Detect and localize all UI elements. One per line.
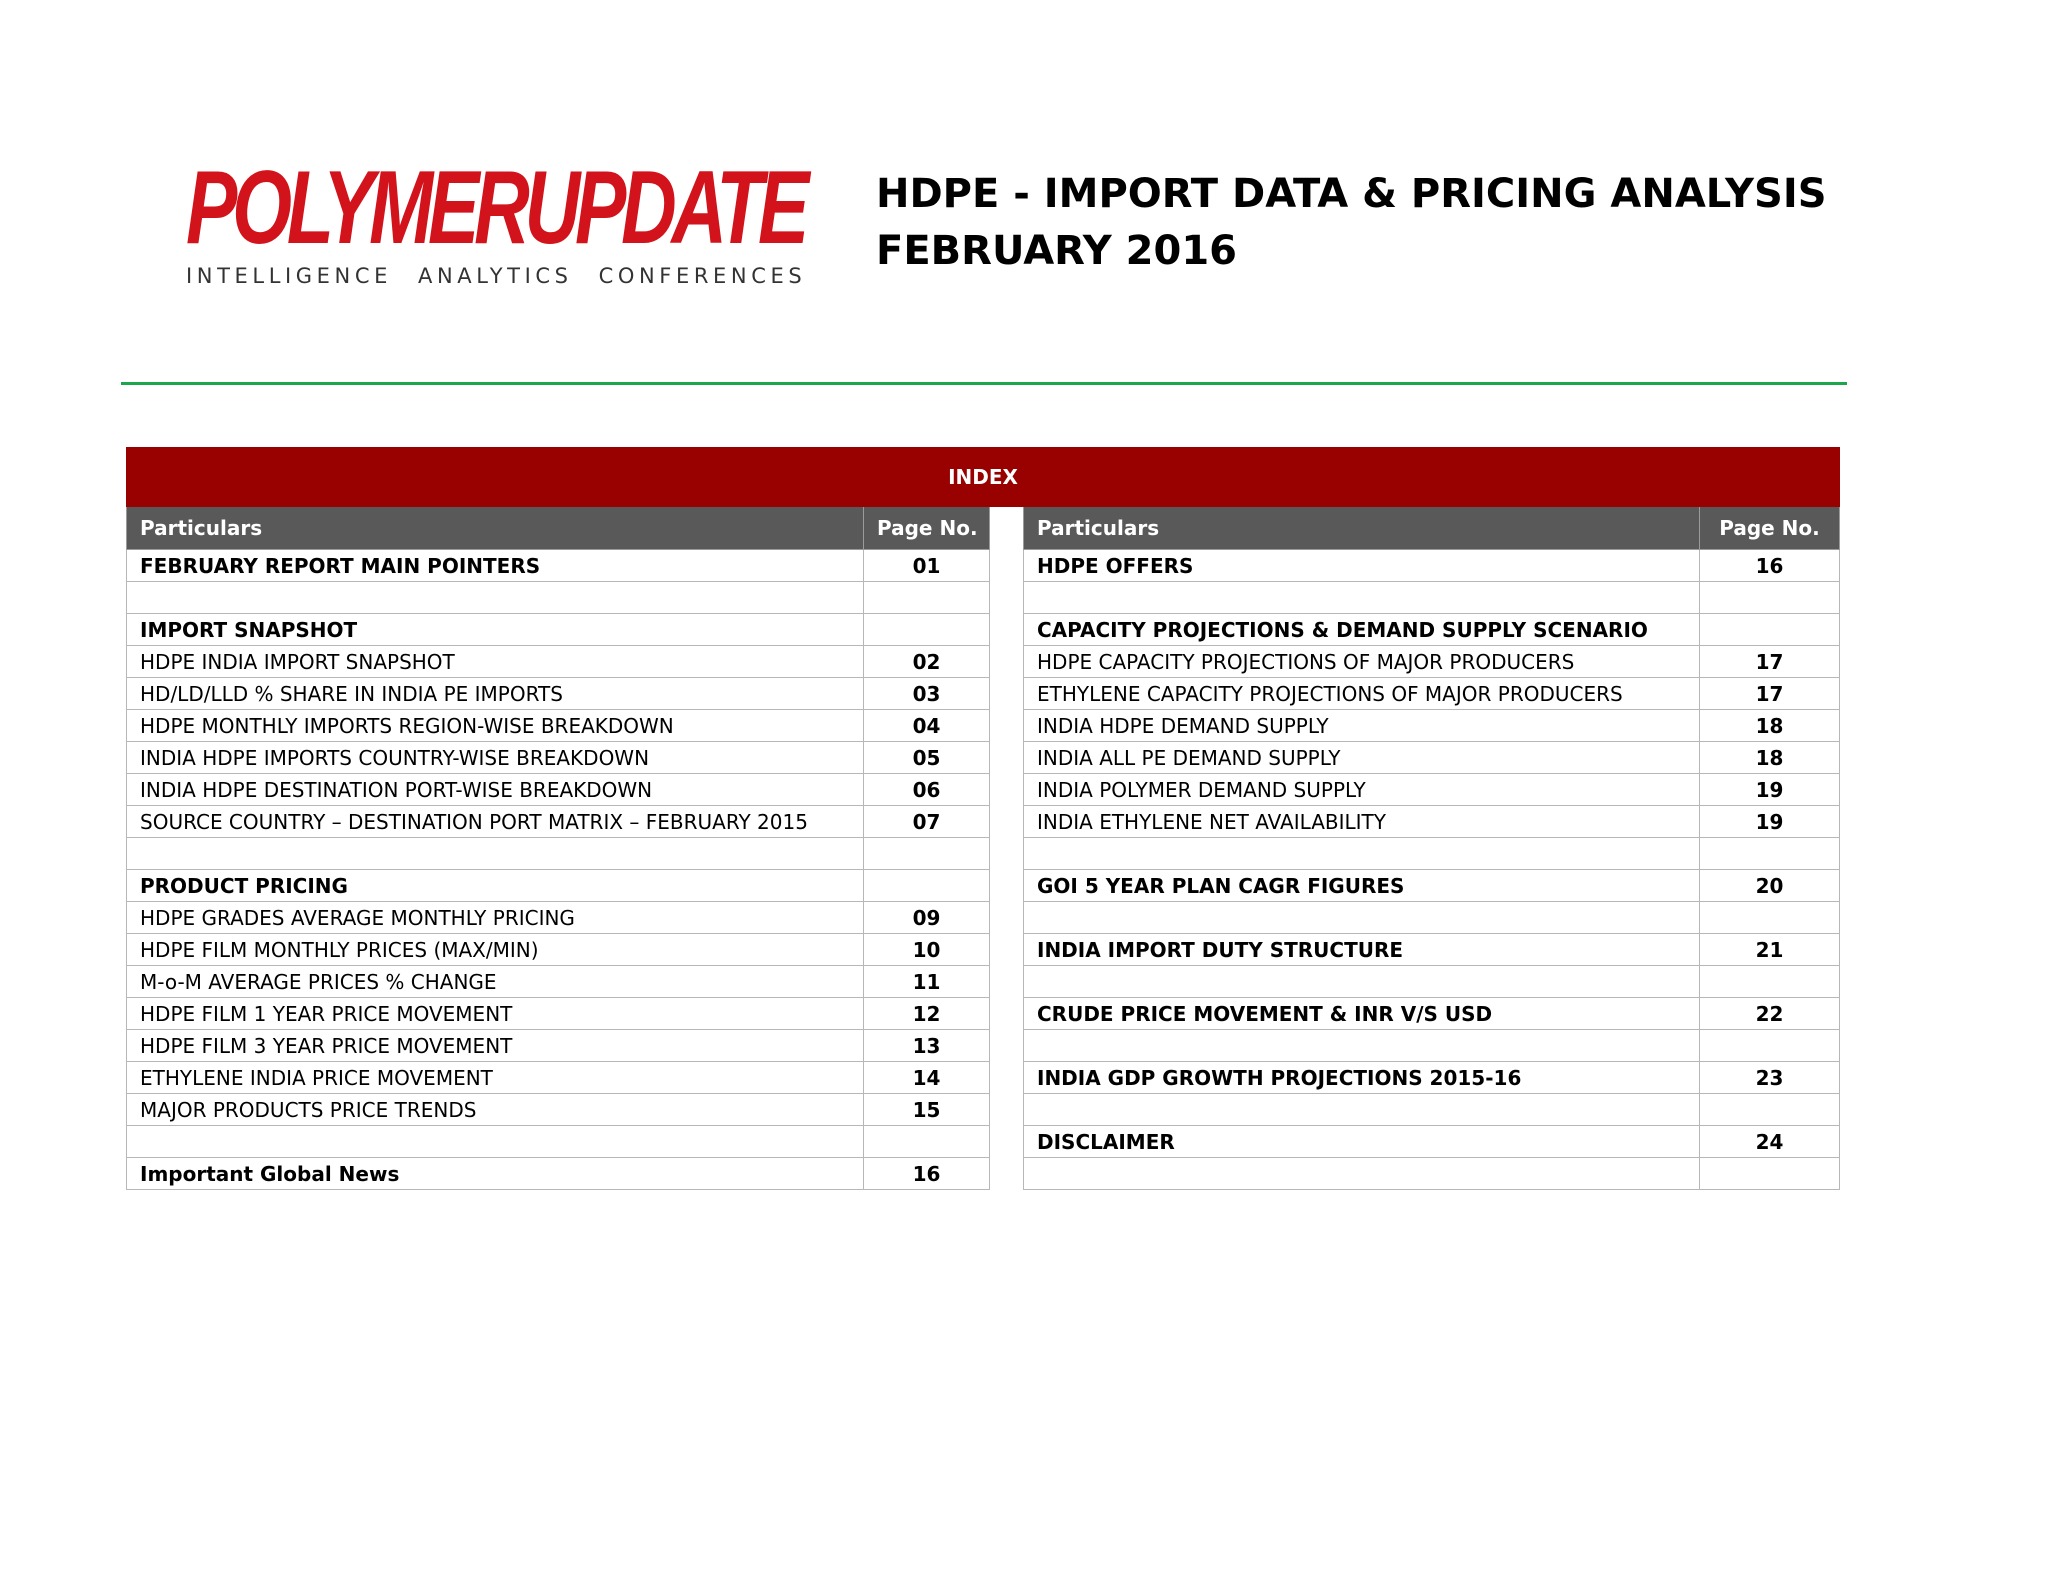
left-particular: M-o-M AVERAGE PRICES % CHANGE [127, 966, 864, 998]
left-particular [127, 1126, 864, 1158]
index-row [127, 1094, 1840, 1126]
left-particular [127, 582, 864, 614]
right-particular: INDIA HDPE DEMAND SUPPLY [1024, 710, 1700, 742]
column-gap [990, 838, 1024, 870]
right-particular: INDIA GDP GROWTH PROJECTIONS 2015-16 [1024, 1062, 1700, 1094]
right-page-number: 16 [1700, 550, 1840, 582]
right-particular: HDPE CAPACITY PROJECTIONS OF MAJOR PRODUCERS [1024, 646, 1700, 678]
right-particular: ETHYLENE CAPACITY PROJECTIONS OF MAJOR PRODUCERS [1024, 678, 1700, 710]
right-particular: HDPE OFFERS [1024, 550, 1700, 582]
right-page-number: 18 [1700, 710, 1840, 742]
column-gap [990, 742, 1024, 774]
right-particular [1024, 966, 1700, 998]
right-page-number: 17 [1700, 678, 1840, 710]
right-particular [1024, 1094, 1700, 1126]
polymerupdate-logo [186, 150, 807, 288]
logo-tagline-analytics: ANALYTICS [417, 264, 573, 288]
right-particular: INDIA IMPORT DUTY STRUCTURE [1024, 934, 1700, 966]
right-page-number: 17 [1700, 646, 1840, 678]
logo-tagline-conferences: CONFERENCES [598, 264, 807, 288]
right-page-header: Page No. [1700, 507, 1840, 550]
right-particular: INDIA ALL PE DEMAND SUPPLY [1024, 742, 1700, 774]
column-gap [990, 710, 1024, 742]
index-row [127, 966, 1840, 998]
index-table [126, 447, 1840, 1190]
column-gap [990, 1094, 1024, 1126]
column-gap [990, 614, 1024, 646]
index-row [127, 902, 1840, 934]
left-page-number [864, 614, 990, 646]
left-page-number: 16 [864, 1158, 990, 1190]
left-particular: SOURCE COUNTRY – DESTINATION PORT MATRIX – FEBRUARY 2015 [127, 806, 864, 838]
index-row [127, 646, 1840, 678]
index-heading: INDEX [127, 448, 1840, 507]
right-particular [1024, 582, 1700, 614]
left-page-number: 07 [864, 806, 990, 838]
index-row [127, 1062, 1840, 1094]
column-gap [990, 966, 1024, 998]
index-row [127, 774, 1840, 806]
left-particular: HDPE INDIA IMPORT SNAPSHOT [127, 646, 864, 678]
right-page-number: 21 [1700, 934, 1840, 966]
right-particular: CAPACITY PROJECTIONS & DEMAND SUPPLY SCENARIO [1024, 614, 1700, 646]
right-page-number [1700, 838, 1840, 870]
column-gap [990, 646, 1024, 678]
column-gap [990, 870, 1024, 902]
left-page-number [864, 1126, 990, 1158]
left-particular: PRODUCT PRICING [127, 870, 864, 902]
left-page-number: 03 [864, 678, 990, 710]
right-particular [1024, 1158, 1700, 1190]
right-particular: INDIA ETHYLENE NET AVAILABILITY [1024, 806, 1700, 838]
right-page-number [1700, 966, 1840, 998]
left-particular: HDPE GRADES AVERAGE MONTHLY PRICING [127, 902, 864, 934]
green-divider [121, 382, 1847, 385]
left-page-number: 11 [864, 966, 990, 998]
left-particular: FEBRUARY REPORT MAIN POINTERS [127, 550, 864, 582]
index-row [127, 1126, 1840, 1158]
right-page-number [1700, 1158, 1840, 1190]
right-particular [1024, 902, 1700, 934]
left-particular: IMPORT SNAPSHOT [127, 614, 864, 646]
logo-wordmark: POLYMERUPDATE [186, 150, 805, 266]
column-gap [990, 934, 1024, 966]
left-particular: MAJOR PRODUCTS PRICE TRENDS [127, 1094, 864, 1126]
right-page-number: 19 [1700, 806, 1840, 838]
left-page-number [864, 870, 990, 902]
index-body [127, 550, 1840, 1190]
index-row [127, 998, 1840, 1030]
report-title-line1: HDPE - IMPORT DATA & PRICING ANALYSIS [876, 171, 1827, 217]
right-page-number [1700, 614, 1840, 646]
right-page-number [1700, 582, 1840, 614]
right-particular [1024, 1030, 1700, 1062]
index-row [127, 870, 1840, 902]
index-row [127, 934, 1840, 966]
left-page-number [864, 582, 990, 614]
index-row [127, 742, 1840, 774]
index-row [127, 710, 1840, 742]
right-page-number: 19 [1700, 774, 1840, 806]
left-page-number: 05 [864, 742, 990, 774]
left-page-number: 04 [864, 710, 990, 742]
left-particular: INDIA HDPE IMPORTS COUNTRY-WISE BREAKDOWN [127, 742, 864, 774]
index-row [127, 1158, 1840, 1190]
left-page-header: Page No. [864, 507, 990, 550]
right-page-number: 24 [1700, 1126, 1840, 1158]
column-gap [990, 902, 1024, 934]
index-row [127, 838, 1840, 870]
logo-tagline-intelligence: INTELLIGENCE [186, 264, 392, 288]
left-page-number [864, 838, 990, 870]
index-row [127, 1030, 1840, 1062]
column-gap [990, 550, 1024, 582]
column-gap [990, 1158, 1024, 1190]
index-row [127, 678, 1840, 710]
report-title-line2: FEBRUARY 2016 [876, 228, 1237, 274]
column-gap [990, 582, 1024, 614]
right-page-number [1700, 1094, 1840, 1126]
left-particular: INDIA HDPE DESTINATION PORT-WISE BREAKDOWN [127, 774, 864, 806]
column-gap [990, 678, 1024, 710]
left-particular [127, 838, 864, 870]
index-row [127, 806, 1840, 838]
left-page-number: 12 [864, 998, 990, 1030]
right-page-number: 20 [1700, 870, 1840, 902]
left-particular: HDPE FILM 1 YEAR PRICE MOVEMENT [127, 998, 864, 1030]
right-particular: INDIA POLYMER DEMAND SUPPLY [1024, 774, 1700, 806]
right-particular: CRUDE PRICE MOVEMENT & INR V/S USD [1024, 998, 1700, 1030]
left-particular: Important Global News [127, 1158, 864, 1190]
left-particular: HD/LD/LLD % SHARE IN INDIA PE IMPORTS [127, 678, 864, 710]
right-particular: GOI 5 YEAR PLAN CAGR FIGURES [1024, 870, 1700, 902]
index-row [127, 550, 1840, 582]
left-particular: HDPE FILM MONTHLY PRICES (MAX/MIN) [127, 934, 864, 966]
left-particular: HDPE MONTHLY IMPORTS REGION-WISE BREAKDOWN [127, 710, 864, 742]
left-page-number: 01 [864, 550, 990, 582]
left-page-number: 09 [864, 902, 990, 934]
column-gap [990, 1062, 1024, 1094]
left-page-number: 14 [864, 1062, 990, 1094]
column-gap [990, 998, 1024, 1030]
logo-tagline [186, 264, 807, 288]
left-page-number: 13 [864, 1030, 990, 1062]
column-gap [990, 1030, 1024, 1062]
left-particulars-header: Particulars [127, 507, 864, 550]
report-title [876, 166, 1827, 280]
left-particular: HDPE FILM 3 YEAR PRICE MOVEMENT [127, 1030, 864, 1062]
column-gap [990, 1126, 1024, 1158]
right-particular [1024, 838, 1700, 870]
column-gap [990, 806, 1024, 838]
right-page-number: 23 [1700, 1062, 1840, 1094]
right-page-number: 22 [1700, 998, 1840, 1030]
right-page-number: 18 [1700, 742, 1840, 774]
right-particulars-header: Particulars [1024, 507, 1700, 550]
column-gap [990, 774, 1024, 806]
right-page-number [1700, 902, 1840, 934]
column-gap [990, 507, 1024, 550]
left-particular: ETHYLENE INDIA PRICE MOVEMENT [127, 1062, 864, 1094]
right-particular: DISCLAIMER [1024, 1126, 1700, 1158]
index-row [127, 582, 1840, 614]
left-page-number: 02 [864, 646, 990, 678]
left-page-number: 15 [864, 1094, 990, 1126]
left-page-number: 06 [864, 774, 990, 806]
right-page-number [1700, 1030, 1840, 1062]
index-row [127, 614, 1840, 646]
left-page-number: 10 [864, 934, 990, 966]
